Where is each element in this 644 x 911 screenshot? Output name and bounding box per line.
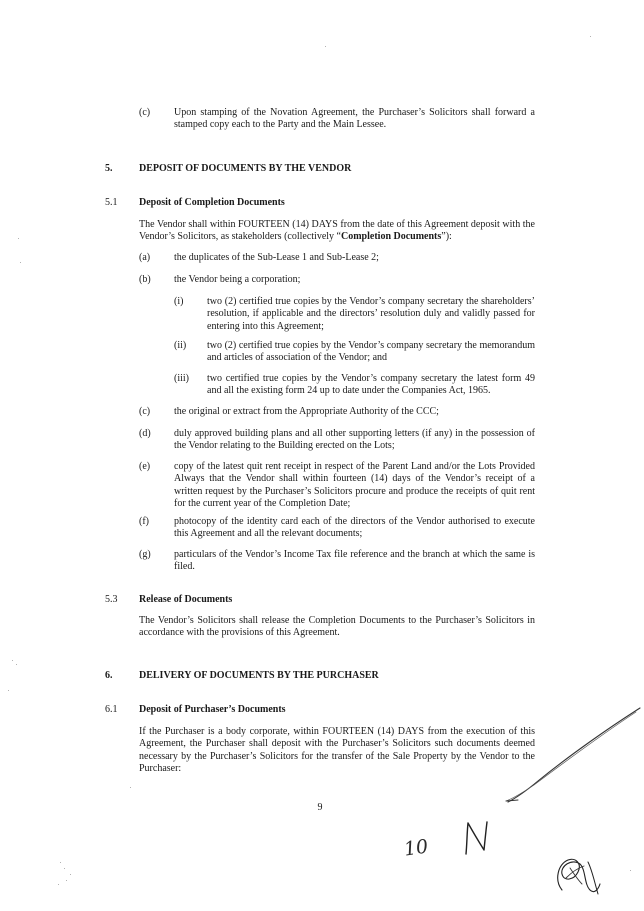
scan-speck — [130, 787, 131, 788]
item-label: (c) — [139, 406, 151, 417]
item-label: (c) — [139, 107, 151, 118]
scan-speck — [12, 660, 13, 661]
scan-speck — [630, 870, 631, 871]
subsection-heading: Deposit of Purchaser’s Documents — [139, 704, 286, 715]
signature-icon — [548, 850, 608, 900]
scan-speck — [60, 862, 61, 863]
subsection-number: 6.1 — [105, 704, 118, 715]
scan-speck — [8, 690, 9, 691]
item-text: copy of the latest quit rent receipt in respect of the Parent Land and/or the Lots Provided Always that the Vendor shall within fourteen (14) days of the Vendor’s receipt of a written request by the Purchaser’s Solicitors procure and produce the receipts of quit rent for the current year of the Completion Date; — [174, 461, 535, 509]
section-number: 6. — [105, 670, 113, 681]
paragraph: The Vendor’s Solicitors shall release the Completion Documents to the Purchaser’s Solicitors in accordance with the provisions of this Agreement. — [139, 615, 535, 639]
item-text: the duplicates of the Sub-Lease 1 and Sub-Lease 2; — [174, 252, 379, 263]
item-text: photocopy of the identity card each of the directors of the Vendor authorised to execute this Agreement and all the relevant documents; — [174, 516, 535, 540]
item-label: (g) — [139, 549, 151, 560]
item-label: (a) — [139, 252, 151, 263]
subitem-label: (i) — [174, 296, 184, 307]
subitem-text: two (2) certified true copies by the Vendor’s company secretary the memorandum and articles of association of the Vendor; and — [207, 340, 535, 364]
scan-speck — [64, 868, 65, 869]
scan-speck — [16, 664, 17, 665]
subitem-text: two (2) certified true copies by the Vendor’s company secretary the shareholders’ resolution, if applicable and the directors’ resolution duly and validly passed for entering into this Agreement; — [207, 296, 535, 332]
scan-speck — [18, 238, 19, 239]
defined-term: Completion Documents — [341, 231, 442, 243]
subitem-label: (iii) — [174, 373, 189, 384]
paragraph-text: ”): — [441, 231, 452, 243]
subsection-heading: Deposit of Completion Documents — [139, 197, 285, 208]
scan-speck — [66, 880, 67, 881]
scan-speck — [70, 874, 71, 875]
subitem-text: two certified true copies by the Vendor’s company secretary the latest form 49 and all the existing form 24 up to date under the Companies Act, 1965. — [207, 373, 535, 397]
scan-speck — [58, 884, 59, 885]
scan-speck — [590, 36, 591, 37]
item-text: the Vendor being a corporation; — [174, 274, 301, 285]
scan-speck — [20, 262, 21, 263]
section-heading: DELIVERY OF DOCUMENTS BY THE PURCHASER — [139, 670, 379, 681]
subsection-number: 5.3 — [105, 594, 118, 605]
item-text: particulars of the Vendor’s Income Tax file reference and the branch at which the same is filed. — [174, 549, 535, 573]
item-label: (b) — [139, 274, 151, 285]
subsection-heading: Release of Documents — [139, 594, 233, 605]
subsection-number: 5.1 — [105, 197, 118, 208]
handwritten-initial-icon — [462, 818, 492, 858]
item-label: (e) — [139, 461, 151, 472]
scan-speck — [325, 46, 326, 47]
item-label: (d) — [139, 428, 151, 439]
subitem-label: (ii) — [174, 340, 187, 351]
paragraph-text: The Vendor shall within FOURTEEN (14) DAYS from the date of this Agreement deposit with the Vendor’s Solicitors, as stakeholders (collectively “ — [139, 219, 535, 243]
item-label: (f) — [139, 516, 149, 527]
section-number: 5. — [105, 163, 113, 174]
item-text: the original or extract from the Appropriate Authority of the CCC; — [174, 406, 439, 417]
section-heading: DEPOSIT OF DOCUMENTS BY THE VENDOR — [139, 163, 352, 174]
paragraph: If the Purchaser is a body corporate, within FOURTEEN (14) DAYS from the execution of this Agreement, the Purchaser shall deposit with the Purchaser’s Solicitors such documents deemed necessary by the Purchaser’s Solicitors for the transfer of the Sale Property by the Vendor to the Purchaser: — [139, 726, 535, 774]
item-text: Upon stamping of the Novation Agreement, the Purchaser’s Solicitors shall forward a stamped copy each to the Party and the Main Lessee. — [174, 107, 535, 131]
item-text: duly approved building plans and all other supporting letters (if any) in the possession of the Vendor relating to the Building erected on the Lots; — [174, 428, 535, 452]
page-number: 9 — [317, 802, 323, 813]
handwritten-page-number: 10 — [402, 835, 430, 861]
paragraph — [139, 219, 535, 244]
